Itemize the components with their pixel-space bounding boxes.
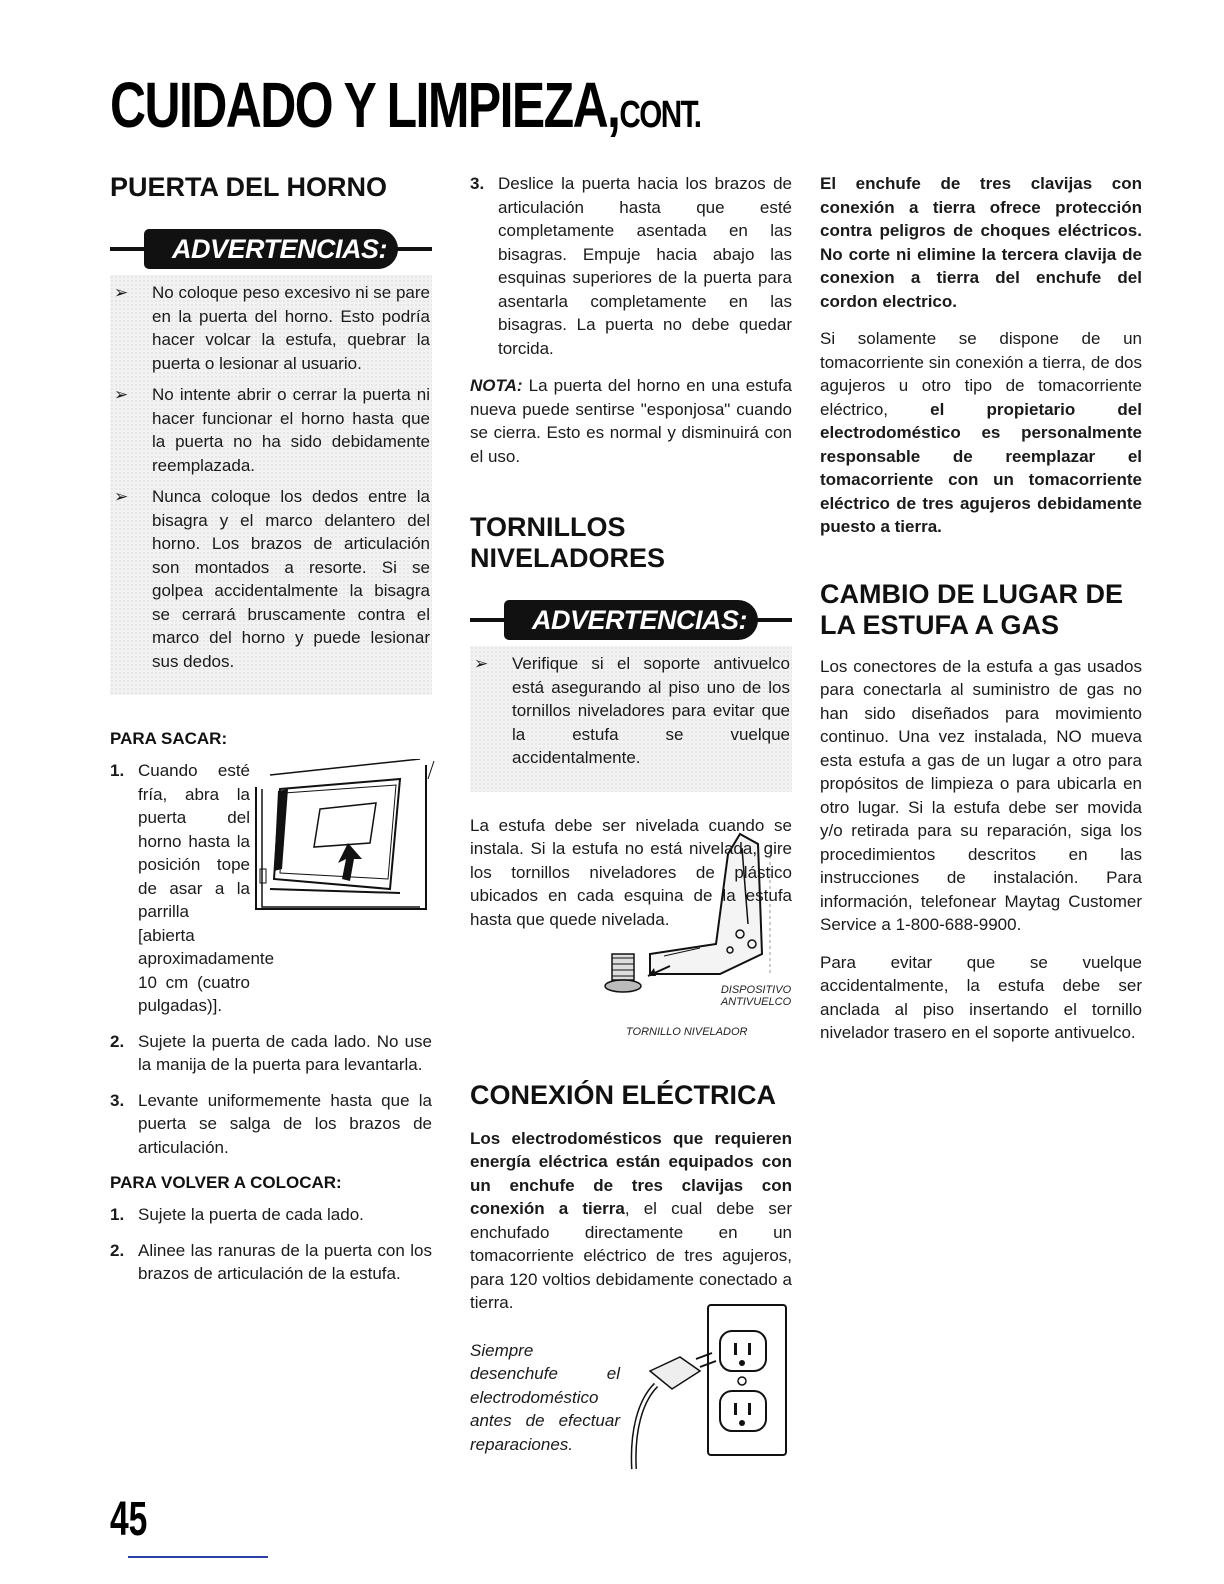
anchor-paragraph: Para evitar que se vuelque accidentalmente, la estufa debe ser anclada al piso insertando el tornillo nivelador trasero en el soporte antivuelco. bbox=[820, 952, 1142, 1042]
warning-box-2 bbox=[470, 646, 792, 792]
remove-step: 2. Sujete la puerta de cada lado. No use la manija de la puerta para levantarla. bbox=[110, 1031, 432, 1074]
replace-heading: PARA VOLVER A COLOCAR: bbox=[110, 1173, 342, 1192]
remove-section bbox=[110, 759, 432, 1159]
electric-paragraph: Los electrodomésticos que requieren energía eléctrica están equipados con un enchufe de tres clavijas con conexión a tierra, el cual debe ser enchufado directamente en un tomacorriente eléctrico de tres agujeros, para 120 voltios debidamente conectado a tierra. bbox=[470, 1128, 792, 1312]
warning-item: ➢ No coloque peso excesivo ni se pare en la puerta del horno. Esto podría hacer volcar la estufa, quebrar la puerta o lesionar al usuario. bbox=[114, 283, 430, 373]
device-caption: DISPOSITIVO ANTIVUELCO bbox=[720, 983, 792, 1008]
move-paragraph: Los conectores de la estufa a gas usados para conectarla al suministro de gas no han sido diseñados para movimiento continuo. Una vez instalada, NO mueva esta estufa a gas de un lugar a otro para propósitos de limpieza o para ubicarla en otro lugar. Si la estufa debe ser movida y/o retirada para su reparación, siga los procedimientos descritos en las instrucciones de instalación. Para información, telefonear Maytag Customer Service a 1-800-688-9900. bbox=[820, 656, 1142, 934]
page-title bbox=[110, 68, 700, 142]
arrow-bullet-icon: ➢ bbox=[474, 654, 489, 673]
warning-label: ADVERTENCIAS: bbox=[504, 600, 758, 640]
screw-caption: TORNILLO NIVELADOR bbox=[626, 1025, 748, 1038]
page-title-suffix: CONT. bbox=[619, 94, 701, 136]
unplug-note: Siempre desenchufe el electrodoméstico antes de efectuar reparaciones. bbox=[470, 1340, 620, 1454]
leveling-paragraph: La estufa debe ser nivelada cuando se instala. Si la estufa no está nivelada, gire los tornillos niveladores de plástico ubicados en cada esquina de la estufa hasta que quede nivelada. bbox=[470, 815, 792, 929]
footer-rule bbox=[128, 1556, 268, 1558]
leveling-heading: TORNILLOS NIVELADORES bbox=[470, 512, 666, 573]
replace-step: 1. Sujete la puerta de cada lado. bbox=[110, 1205, 364, 1224]
unplug-section bbox=[470, 1325, 792, 1475]
warning-label: ADVERTENCIAS: bbox=[144, 229, 398, 269]
warning-item: ➢ No intente abrir o cerrar la puerta ni hacer funcionar el horno hasta que la puerta no ha sido debidamente reemplazada. bbox=[114, 385, 430, 475]
arrow-bullet-icon: ➢ bbox=[114, 385, 129, 404]
ungrounded-paragraph: Si solamente se dispone de un tomacorriente sin conexión a tierra, de dos agujeros u otro tipo de tomacorriente eléctrico, el propietario del electrodoméstico es personalmente responsable de reemplazar el tomacorriente con un tomacorriente eléctrico de tres agujeros debidamente puesto a tierra. bbox=[820, 329, 1142, 536]
outlet-plug-illustration bbox=[620, 1301, 790, 1471]
warning-item: ➢ Nunca coloque los dedos entre la bisagra y el marco delantero del horno. Los brazos de articulación son montados a resorte. Si se golpea accidentalmente la bisagra se cerrará bruscamente contra el marco del horno y puede lesionar sus dedos. bbox=[114, 487, 430, 671]
note-label: NOTA: bbox=[470, 376, 523, 395]
oven-door-heading: PUERTA DEL HORNO bbox=[110, 172, 388, 202]
electric-heading: CONEXIÓN ELÉCTRICA bbox=[470, 1079, 777, 1110]
right-column bbox=[820, 172, 1142, 1045]
remove-step: 3. Levante uniformemente hasta que la puerta se salga de los brazos de articulación. bbox=[110, 1090, 432, 1157]
replace-step: 2. Alinee las ranuras de la puerta con los brazos de articulación de la estufa. bbox=[110, 1240, 432, 1283]
remove-step: 1. Cuando esté fría, abra la puerta del horno hasta la posición tope de asar a la parrilla [abierta aproximadamente 10 cm (cuatro pulgadas)]. bbox=[110, 761, 275, 1015]
note-paragraph: NOTA: La puerta del horno en una estufa nueva puede sentirse "esponjosa" cuando se cierra. Esto es normal y disminuirá con el uso. bbox=[470, 376, 792, 466]
remove-heading: PARA SACAR: bbox=[110, 729, 228, 748]
move-heading: CAMBIO DE LUGAR DE LA ESTUFA A GAS bbox=[820, 578, 1123, 640]
arrow-bullet-icon: ➢ bbox=[114, 283, 129, 302]
warning-banner bbox=[110, 229, 432, 269]
replace-step-3: 3. Deslice la puerta hacia los brazos de articulación hasta que esté completamente asentada en las bisagras. Empuje hacia abajo las esquinas superiores de la puerta para asentarla completamente en las bisagras. La puerta no debe quedar torcida. bbox=[470, 174, 792, 358]
left-column bbox=[110, 172, 432, 1298]
page-title-main: CUIDADO Y LIMPIEZA, bbox=[110, 69, 620, 141]
page-number: 45 bbox=[110, 1493, 148, 1546]
ground-warning: El enchufe de tres clavijas con conexión a tierra ofrece protección contra peligros de choques eléctricos. No corte ni elimine la tercera clavija de conexion a tierra del enchufe del cordon electrico. bbox=[820, 174, 1142, 311]
warning-box bbox=[110, 275, 432, 695]
arrow-bullet-icon: ➢ bbox=[114, 487, 129, 506]
middle-column bbox=[470, 172, 792, 1475]
leveling-section bbox=[470, 814, 792, 1046]
warning-banner-2 bbox=[470, 600, 792, 640]
warning-item: ➢ Verifique si el soporte antivuelco está asegurando al piso uno de los tornillos niveladores para evitar que la estufa se vuelque accidentalmente. bbox=[474, 654, 790, 767]
